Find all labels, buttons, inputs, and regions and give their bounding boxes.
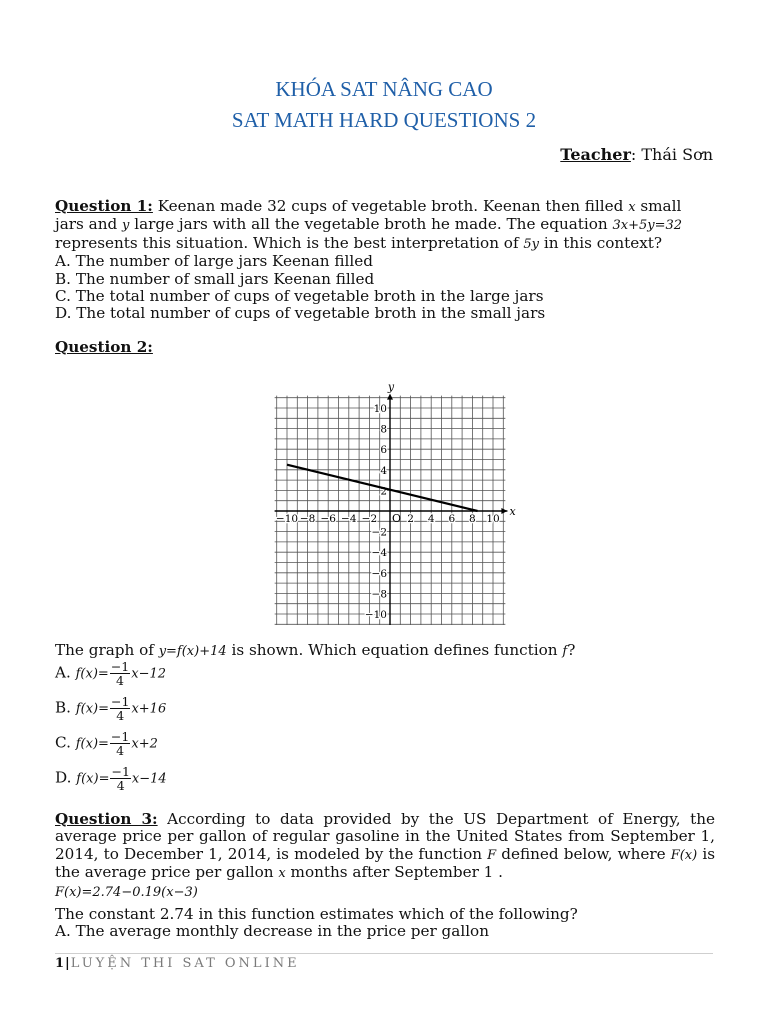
page-number: 1 (55, 956, 66, 971)
q1-var-y: y (122, 218, 130, 234)
y-tick-label: −8 (371, 588, 387, 601)
origin-label: O (392, 512, 402, 525)
option-letter: A. (55, 663, 76, 682)
q3-option-a: A. The average monthly decrease in the price per gallon (55, 922, 489, 941)
x-tick-label: 2 (407, 513, 414, 526)
y-axis-arrow (387, 394, 393, 400)
q1-text: large jars with all the vegetable broth he made. The equation (129, 215, 613, 234)
question-3-label: Question 3: (55, 810, 158, 828)
page-footer (55, 956, 300, 971)
q1-expression: 5y (523, 236, 540, 252)
fraction (110, 730, 130, 757)
fraction (110, 695, 130, 722)
q2-option-c (55, 730, 158, 757)
q1-text: Keenan made 32 cups of vegetable broth. Keenan then filled (152, 197, 629, 215)
y-tick-label: 8 (380, 423, 387, 436)
q3-text: is the average price per gallon (55, 844, 715, 882)
y-tick-label: −10 (364, 609, 387, 621)
question-3-question (55, 906, 715, 941)
y-tick-label: −2 (371, 526, 387, 539)
q2-text: is shown. Which equation defines function (226, 641, 563, 659)
teacher-line (560, 145, 713, 164)
question-2-stem (55, 642, 715, 660)
y-tick-label: 6 (380, 444, 387, 457)
x-axis-arrow (501, 508, 507, 514)
question-1-stem (55, 198, 715, 323)
x-tick-label: 6 (448, 513, 456, 526)
option-lhs: f(x)= (75, 736, 109, 752)
q1-text: small (635, 197, 682, 215)
fraction-numerator: −1 (110, 729, 130, 744)
q2-var-f: f (562, 644, 568, 659)
q3-formula: F(x)=2.74−0.19(x−3) (55, 884, 198, 900)
fraction (110, 660, 130, 687)
y-axis-label: y (387, 380, 395, 394)
question-1-label: Question 1: (55, 197, 153, 215)
x-tick-label: −4 (341, 513, 357, 526)
option-rest: x−14 (131, 771, 167, 787)
x-axis-label: x (509, 505, 516, 518)
q2-option-d (55, 765, 167, 792)
q1-option-a: A. The number of large jars Keenan filled (55, 252, 373, 271)
q3-question-text: The constant 2.74 in this function estimates which of the following? (55, 905, 578, 923)
q3-text: According to data provided by the US Department of Energy, the average price per gallon of regular gasoline in the United States from September 1, 2014, to December 1, 2014, is modeled by the function (55, 810, 715, 863)
y-tick-label: −6 (371, 567, 387, 580)
fraction (110, 765, 130, 792)
q3-text: months after September 1 . (285, 863, 503, 882)
x-tick-label: −8 (299, 513, 316, 526)
option-letter: D. (55, 768, 77, 787)
option-rest: x+16 (131, 701, 167, 717)
x-tick-label: −10 (275, 513, 299, 526)
option-lhs: f(x)= (76, 771, 110, 787)
option-lhs: f(x)= (75, 666, 109, 682)
fraction-denominator: 4 (116, 708, 125, 723)
q1-option-c: C. The total number of cups of vegetable broth in the large jars (55, 287, 544, 306)
q1-equation: 3x+5y=32 (612, 218, 683, 234)
q3-text: defined below, where (496, 844, 671, 863)
footer-divider (55, 953, 713, 954)
option-lhs: f(x)= (75, 701, 110, 717)
q1-option-d: D. The total number of cups of vegetable broth in the small jars (55, 304, 546, 323)
teacher-name: : Thái Sơn (630, 145, 713, 164)
teacher-label: Teacher (560, 145, 631, 164)
q2-text: ? (567, 641, 576, 659)
q1-option-b: B. The number of small jars Keenan filled (55, 269, 375, 288)
fraction-numerator: −1 (110, 659, 130, 674)
footer-separator: | (65, 956, 71, 971)
fraction-numerator: −1 (111, 694, 130, 709)
footer-text: LUYỆN THI SAT ONLINE (70, 956, 300, 971)
question-2-label: Question 2: (55, 338, 153, 356)
q1-text: jars and (55, 215, 123, 234)
y-tick-label: 10 (373, 403, 387, 415)
x-tick-label: 10 (486, 513, 500, 526)
coordinate-graph (262, 380, 532, 625)
question-2-heading (55, 339, 715, 356)
option-letter: C. (55, 733, 76, 752)
q2-stem-expression: y=f(x)+14 (158, 644, 227, 659)
option-rest: x+2 (131, 736, 158, 752)
x-tick-label: 8 (469, 513, 476, 526)
fraction-numerator: −1 (111, 764, 130, 779)
option-letter: B. (55, 698, 76, 717)
x-tick-label: −2 (361, 513, 378, 526)
q1-text: in this context? (539, 233, 663, 252)
y-tick-label: −4 (371, 547, 387, 560)
question-3-stem (55, 811, 715, 901)
fraction-denominator: 4 (116, 778, 125, 793)
fraction-denominator: 4 (116, 673, 124, 688)
fraction-denominator: 4 (116, 743, 125, 758)
option-rest: x−12 (131, 666, 167, 682)
document-title: SAT MATH HARD QUESTIONS 2 (231, 108, 537, 132)
q1-text: represents this situation. Which is the best interpretation of (55, 233, 524, 252)
x-tick-label: 4 (427, 513, 435, 526)
q2-text: The graph of (55, 641, 159, 659)
q2-option-a (55, 660, 166, 687)
y-tick-label: 4 (380, 464, 387, 477)
course-title: KHÓA SAT NÂNG CAO (275, 77, 493, 101)
q2-option-b (55, 695, 166, 722)
q1-var-x: x (628, 200, 636, 215)
q3-var-x: x (278, 866, 286, 882)
q3-var-F: F (487, 847, 497, 863)
x-tick-label: −6 (320, 513, 336, 526)
q3-var-Fx: F(x) (670, 847, 698, 863)
y-tick-label: 2 (380, 485, 387, 498)
